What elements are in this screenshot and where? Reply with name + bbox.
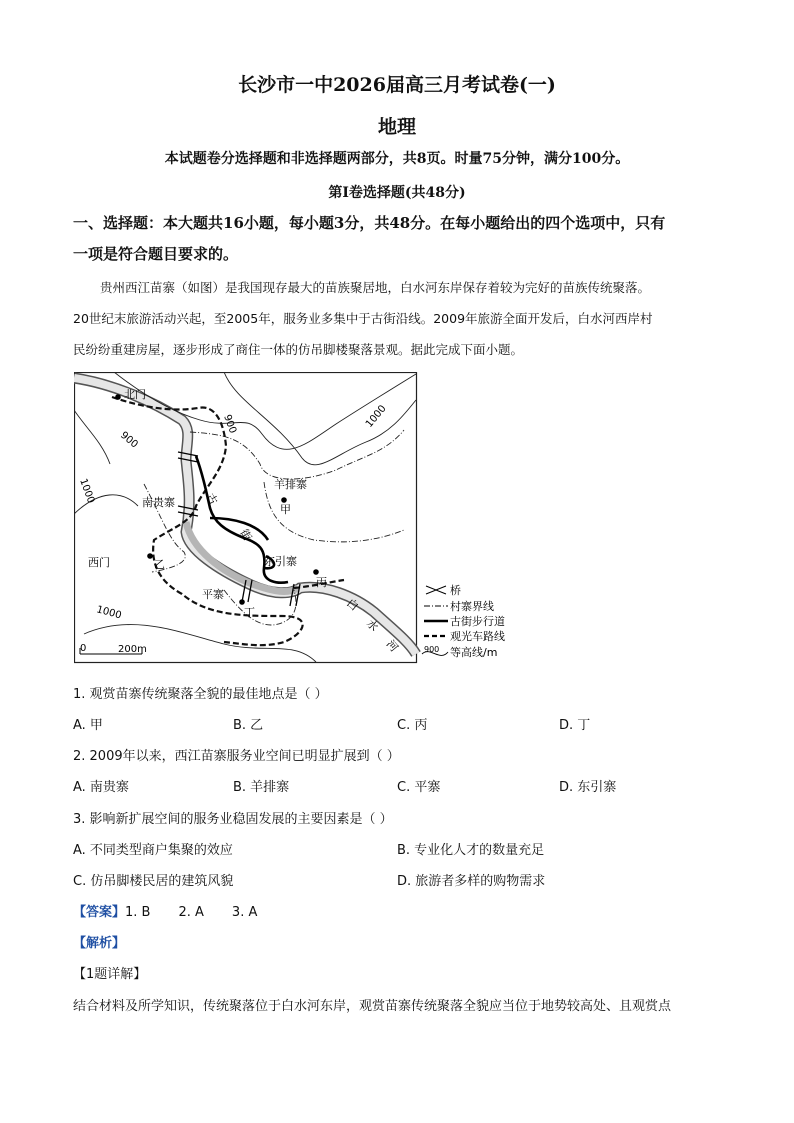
q2-option-a[interactable]: A. 南贵寨 [73, 780, 129, 795]
q3-option-a[interactable]: A. 不同类型商户集聚的效应 [73, 843, 233, 858]
legend-contour-sample: 900 [424, 645, 440, 654]
question-3-stem: 3. 影响新扩展空间的服务业稳固发展的主要因素是（ ） [73, 812, 393, 827]
label-xi-gate: 西门 [88, 556, 110, 569]
legend-boundary: 村寨界线 [450, 600, 494, 613]
analysis-subheading: 【1题详解】 [73, 967, 147, 982]
analysis-tag: 【解析】 [73, 936, 126, 951]
label-river-char1: 白 [344, 596, 361, 614]
answer-item: 2. A [178, 905, 204, 920]
passage-line3: 民纷纷重建房屋，逐步形成了商住一体的仿吊脚楼聚落景观。据此完成下面小题。 [73, 342, 524, 357]
label-river-char3: 河 [383, 637, 401, 655]
label-ding: 丁 [244, 606, 255, 619]
legend-street: 古街步行道 [450, 615, 505, 628]
ding-marker [239, 599, 245, 605]
label-yangpai: 羊排寨 [274, 478, 307, 491]
q3-option-c[interactable]: C. 仿吊脚楼民居的建筑风貌 [73, 874, 234, 889]
contour-label: 1000 [95, 604, 123, 622]
label-yi: 乙 [154, 558, 165, 571]
jia-marker [281, 497, 287, 503]
q3-option-b[interactable]: B. 专业化人才的数量充足 [397, 843, 545, 858]
label-pingzhai: 平寨 [202, 588, 224, 601]
bridge-legend-icon [426, 586, 446, 594]
label-bing: 丙 [316, 576, 327, 589]
analysis-text: 结合材料及所学知识，传统聚落位于白水河东岸，观赏苗寨传统聚落全貌应当位于地势较高处、且观赏点 [73, 999, 672, 1014]
label-north-gate: 北门 [124, 388, 146, 401]
label-nangui: 南贵寨 [142, 496, 175, 509]
legend-route: 观光车路线 [450, 630, 505, 643]
q1-option-c[interactable]: C. 丙 [397, 718, 428, 733]
q2-option-d[interactable]: D. 东引寨 [559, 780, 617, 795]
subject-title: 地理 [377, 116, 416, 138]
question-2-stem: 2. 2009年以来，西江苗寨服务业空间已明显扩展到（ ） [73, 749, 400, 764]
contour-label: 900 [221, 413, 239, 435]
scale-distance: 200m [118, 644, 147, 655]
label-jia: 甲 [280, 503, 291, 516]
section-instruction-line2: 一项是符合题目要求的。 [73, 245, 239, 263]
bing-marker [313, 569, 319, 575]
yi-marker [147, 553, 153, 559]
label-dongyin: 东引寨 [264, 555, 297, 568]
part-heading: 第Ⅰ卷选择题(共48分) [328, 185, 466, 201]
map-legend [422, 583, 505, 659]
q1-option-a[interactable]: A. 甲 [73, 718, 103, 733]
map-frame [75, 373, 417, 663]
q2-option-b[interactable]: B. 羊排寨 [233, 780, 290, 795]
question-1-stem: 1. 观赏苗寨传统聚落全貌的最佳地点是（ ） [73, 687, 328, 702]
answer-item: 1. B [125, 905, 151, 920]
exam-title: 长沙市一中2026届高三月考试卷(一) [238, 74, 556, 96]
q3-option-d[interactable]: D. 旅游者多样的购物需求 [397, 874, 546, 889]
answer-line [73, 901, 257, 920]
label-street-char2: 街 [237, 527, 255, 544]
q1-option-d[interactable]: D. 丁 [559, 718, 591, 733]
contour-label: 900 [118, 429, 140, 451]
contour-label: 1000 [363, 403, 389, 430]
north-gate-marker [115, 394, 121, 400]
answer-item: 3. A [231, 905, 258, 920]
exam-note: 本试题卷分选择题和非选择题两部分，共8页。时量75分钟，满分100分。 [164, 151, 630, 167]
label-street-char1: 古 [203, 491, 221, 508]
label-river-char2: 水 [363, 616, 381, 634]
passage-line1: 贵州西江苗寨（如图）是我国现存最大的苗族聚居地，白水河东岸保存着较为完好的苗族传统聚落。 [100, 280, 651, 295]
contour-label: 1000 [77, 477, 97, 505]
legend-bridge: 桥 [450, 584, 461, 597]
q1-option-b[interactable]: B. 乙 [233, 718, 264, 733]
map-figure [74, 372, 516, 664]
analysis-line [73, 932, 125, 951]
answer-tag: 【答案】 [73, 905, 126, 920]
passage-line2: 20世纪末旅游活动兴起，至2005年，服务业多集中于古街沿线。2009年旅游全面开发后，白水河西岸村 [73, 311, 653, 326]
q2-option-c[interactable]: C. 平寨 [397, 780, 441, 795]
section-instruction-line1: 一、选择题：本大题共16小题，每小题3分，共48分。在每小题给出的四个选项中，只有 [73, 214, 666, 232]
scale-zero: 0 [80, 643, 87, 654]
legend-contour: 等高线/m [450, 646, 498, 659]
